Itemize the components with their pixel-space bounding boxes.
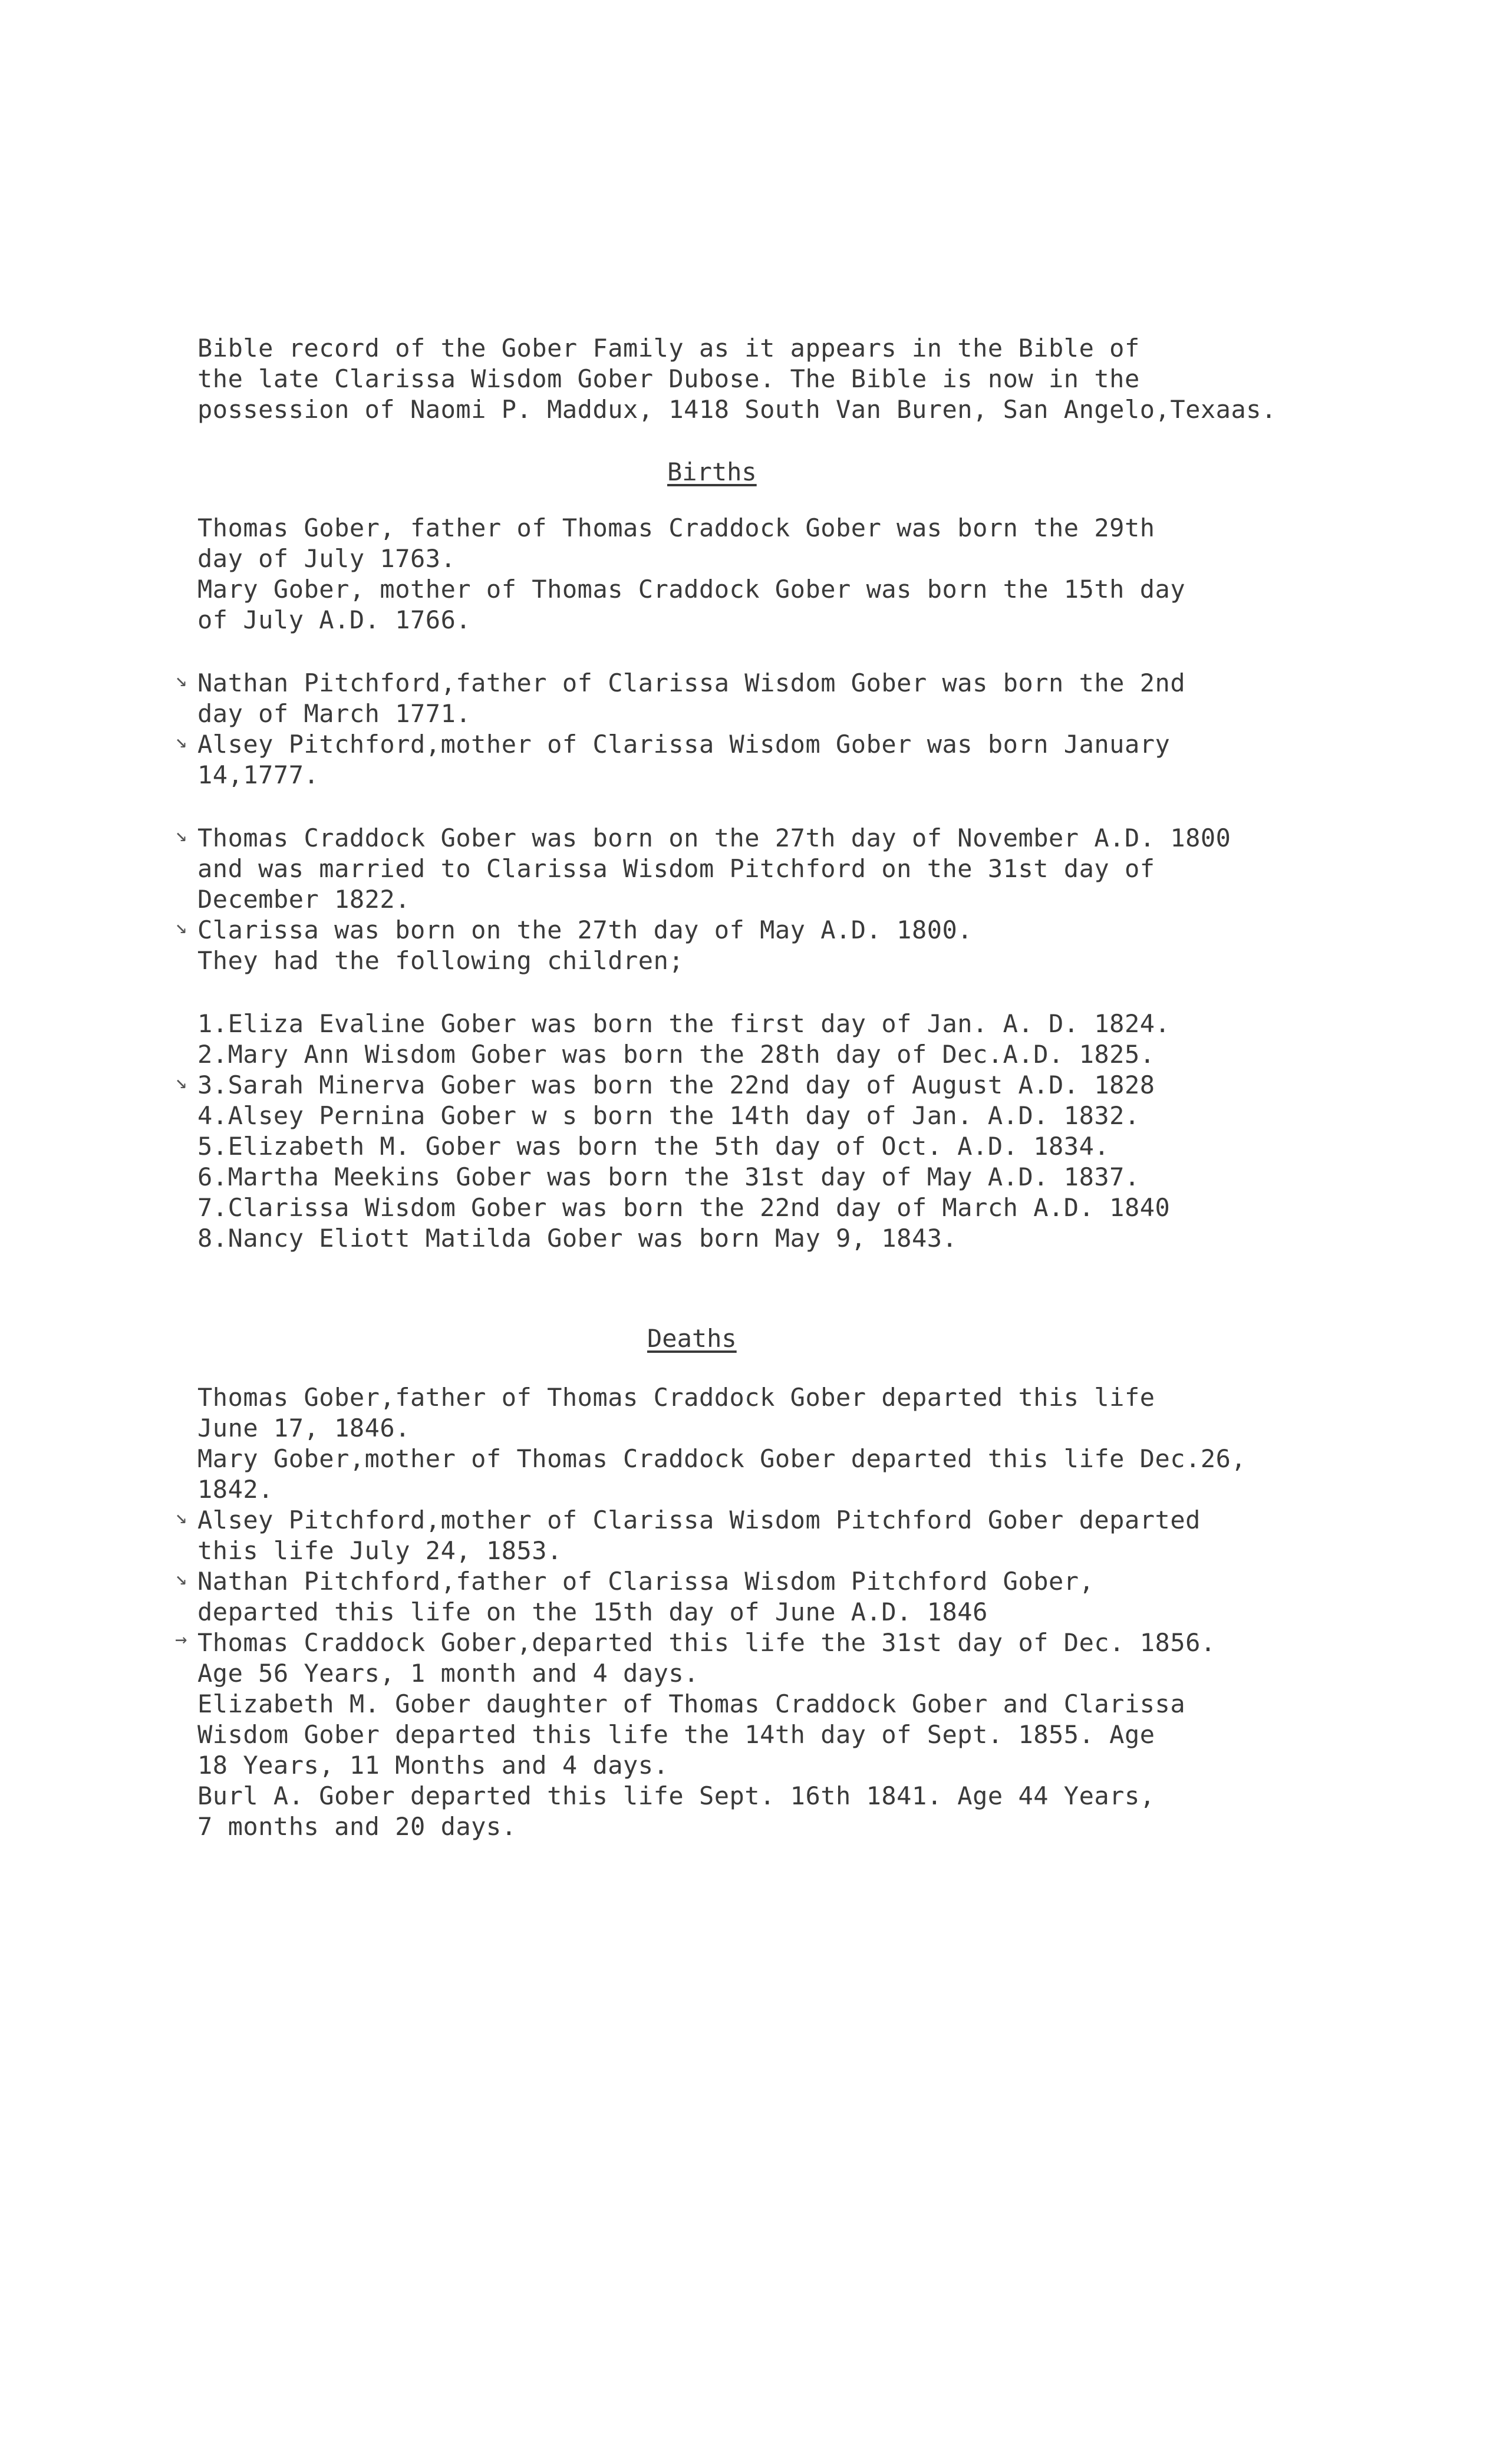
death-entry (175, 1566, 1465, 1628)
entry-line: Thomas Craddock Gober,departed this life the 31st day of Dec. 1856. (197, 1628, 1216, 1657)
deaths-section (175, 1382, 1465, 1842)
births-group-parents-gober (197, 513, 1465, 635)
birth-entry (175, 729, 1465, 790)
entry-line: 6.Martha Meekins Gober was born the 31st day of May A.D. 1837. (197, 1162, 1140, 1191)
entry-line: Thomas Gober,father of Thomas Craddock Gober departed this life (197, 1383, 1155, 1412)
entry-line: Age 56 Years, 1 month and 4 days. (197, 1659, 699, 1688)
birth-entry (175, 823, 1465, 915)
births-group-couple (175, 823, 1465, 976)
entry-line: 3.Sarah Minerva Gober was born the 22nd day of August A.D. 1828 (197, 1070, 1155, 1099)
child-entry (197, 1162, 1465, 1193)
entry-line: Wisdom Gober departed this life the 14th day of Sept. 1855. Age (197, 1720, 1155, 1749)
entry-line: Thomas Gober, father of Thomas Craddock Gober was born the 29th (197, 513, 1155, 542)
entry-line: Burl A. Gober departed this life Sept. 16th 1841. Age 44 Years, (197, 1781, 1155, 1810)
birth-entry (197, 574, 1465, 635)
births-section (175, 513, 1465, 1254)
entry-line: 14,1777. (197, 760, 319, 789)
death-entry (197, 1382, 1465, 1444)
entry-line: Elizabeth M. Gober daughter of Thomas Craddock Gober and Clarissa (197, 1689, 1186, 1718)
arrow-mark-icon: ↘ (175, 915, 187, 938)
entry-line: June 17, 1846. (197, 1414, 411, 1442)
entry-line: departed this life on the 15th day of June A.D. 1846 (197, 1597, 988, 1626)
entry-line: 18 Years, 11 Months and 4 days. (197, 1751, 669, 1780)
entry-line: 5.Elizabeth M. Gober was born the 5th day of Oct. A.D. 1834. (197, 1132, 1110, 1161)
entry-line: of July A.D. 1766. (197, 605, 472, 634)
entry-line: and was married to Clarissa Wisdom Pitchford on the 31st day of (197, 854, 1155, 883)
entry-line: They had the following children; (197, 946, 684, 975)
entry-line: Clarissa was born on the 27th day of May A.D. 1800. (197, 915, 973, 944)
births-heading: Births (667, 457, 757, 486)
entry-line: 4.Alsey Pernina Gober w s born the 14th day of Jan. A.D. 1832. (197, 1101, 1140, 1130)
arrow-mark-icon: ↘ (175, 1505, 187, 1529)
arrow-mark-icon: ↘ (175, 1566, 187, 1590)
child-entry (197, 1101, 1465, 1131)
entry-line: day of July 1763. (197, 544, 456, 573)
arrow-mark-icon: → (175, 1628, 187, 1651)
intro-paragraph (197, 333, 1465, 425)
arrow-mark-icon: ↘ (175, 729, 187, 753)
child-entry (197, 1039, 1465, 1070)
death-entry (175, 1505, 1465, 1566)
entry-line: day of March 1771. (197, 699, 472, 728)
entry-line: 1.Eliza Evaline Gober was born the first day of Jan. A. D. 1824. (197, 1009, 1171, 1038)
intro-line: the late Clarissa Wisdom Gober Dubose. The Bible is now in the (197, 364, 1140, 393)
entry-line: 2.Mary Ann Wisdom Gober was born the 28th day of Dec.A.D. 1825. (197, 1040, 1155, 1069)
entry-line: 8.Nancy Eliott Matilda Gober was born May 9, 1843. (197, 1224, 958, 1253)
intro-line: Bible record of the Gober Family as it appears in the Bible of (197, 334, 1140, 363)
child-entry (197, 1009, 1465, 1039)
entry-line: Thomas Craddock Gober was born on the 27th day of November A.D. 1800 (197, 823, 1231, 852)
entry-line: 7 months and 20 days. (197, 1812, 517, 1841)
death-entry (197, 1781, 1465, 1842)
entry-line: Alsey Pitchford,mother of Clarissa Wisdom Pitchford Gober departed (197, 1506, 1201, 1534)
deaths-heading: Deaths (647, 1324, 737, 1353)
births-group-children (175, 1009, 1465, 1254)
entry-line: Mary Gober,mother of Thomas Craddock Gober departed this life Dec.26, (197, 1444, 1247, 1473)
birth-entry (197, 513, 1465, 574)
death-entry (197, 1444, 1465, 1505)
entry-line: December 1822. (197, 885, 411, 914)
entry-line: Nathan Pitchford,father of Clarissa Wisdom Gober was born the 2nd (197, 668, 1186, 697)
entry-line: Mary Gober, mother of Thomas Craddock Gober was born the 15th day (197, 575, 1186, 604)
arrow-mark-icon: ↘ (175, 823, 187, 846)
arrow-mark-icon: ↘ (175, 1070, 187, 1093)
entry-line: 1842. (197, 1475, 273, 1504)
death-entry (197, 1689, 1465, 1781)
child-entry (197, 1131, 1465, 1162)
child-entry (197, 1223, 1465, 1254)
entry-line: Alsey Pitchford,mother of Clarissa Wisdom Gober was born January (197, 730, 1171, 759)
child-entry (175, 1070, 1465, 1101)
birth-entry (175, 668, 1465, 729)
arrow-mark-icon: ↘ (175, 668, 187, 691)
death-entry (175, 1628, 1465, 1689)
intro-line: possession of Naomi P. Maddux, 1418 South Van Buren, San Angelo,Texaas. (197, 395, 1277, 424)
entry-line: 7.Clarissa Wisdom Gober was born the 22nd day of March A.D. 1840 (197, 1193, 1171, 1222)
entry-line: Nathan Pitchford,father of Clarissa Wisdom Pitchford Gober, (197, 1567, 1095, 1596)
births-group-parents-pitchford (175, 668, 1465, 790)
entry-line: this life July 24, 1853. (197, 1536, 562, 1565)
child-entry (197, 1193, 1465, 1223)
birth-entry (175, 915, 1465, 976)
